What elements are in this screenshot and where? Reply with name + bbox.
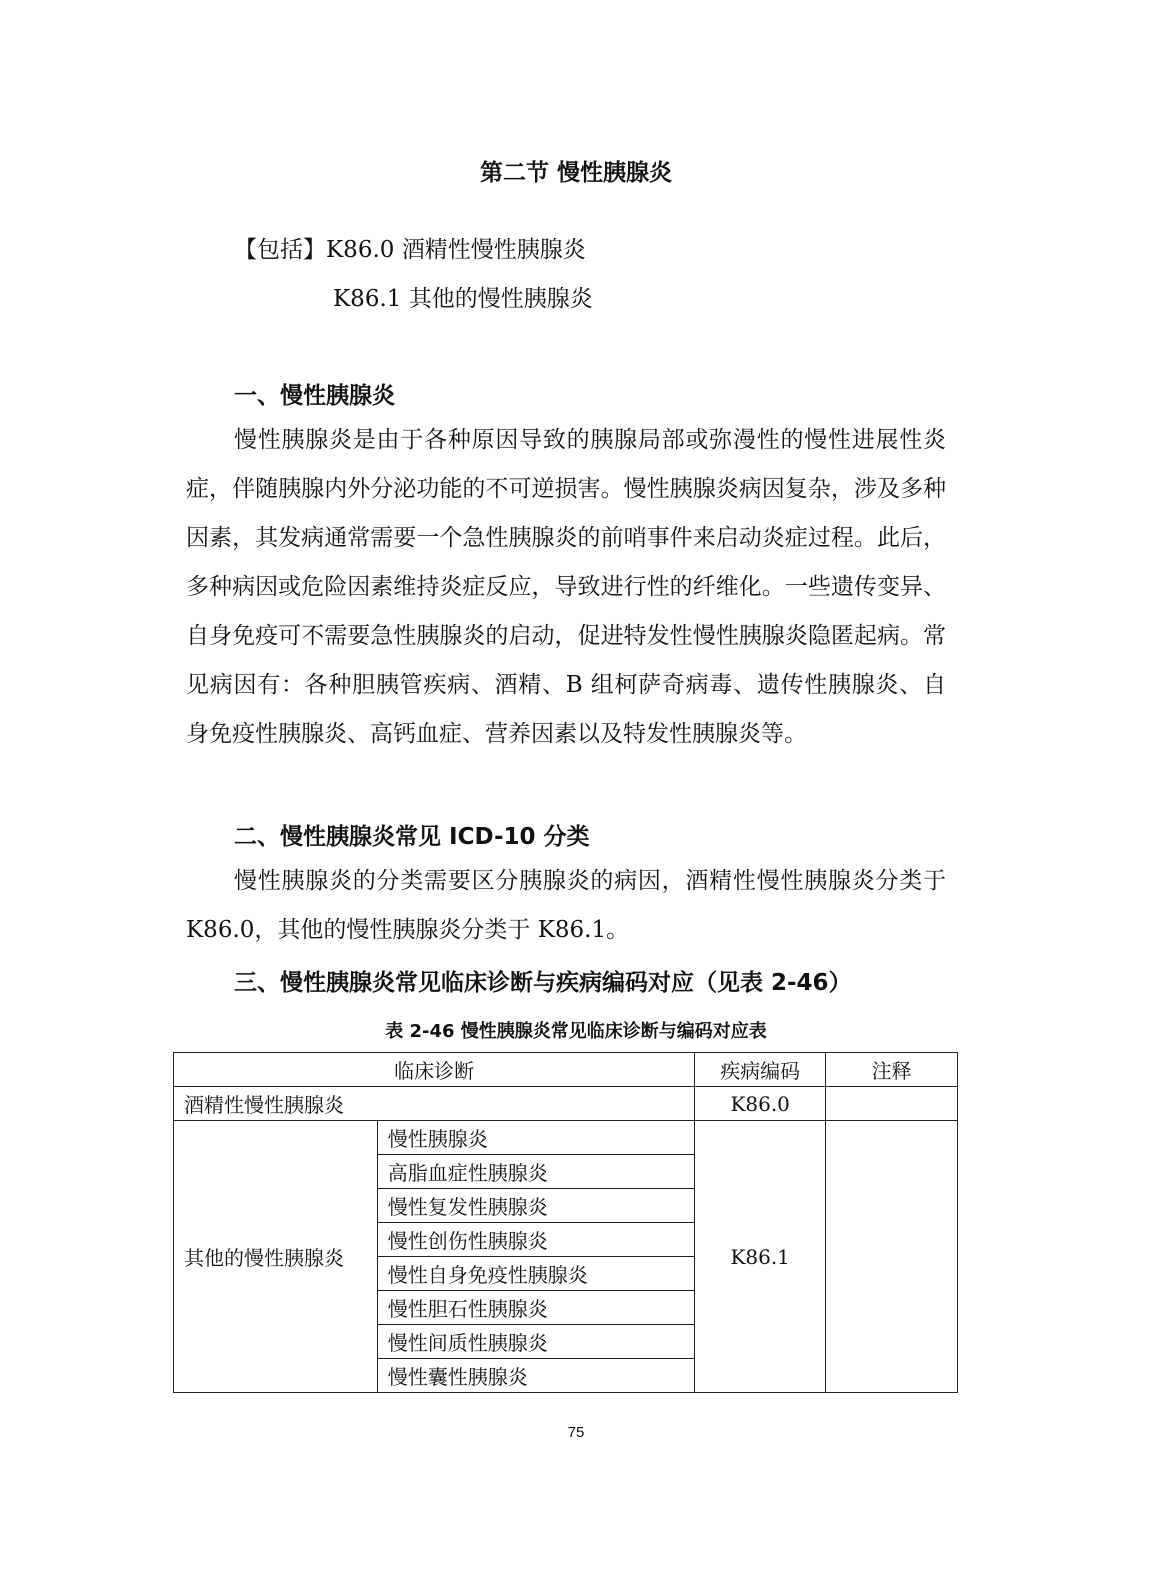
subtype-cell: 慢性胆石性胰腺炎 xyxy=(377,1291,695,1325)
heading-overview: 一、慢性胰腺炎 xyxy=(234,383,395,409)
page-number: 75 xyxy=(567,1424,585,1441)
diagnosis-code-table xyxy=(173,1052,958,1393)
heading-diagnosis-mapping: 三、慢性胰腺炎常见临床诊断与疾病编码对应（见表 2-46） xyxy=(234,970,852,996)
header-disease-code: 疾病编码 xyxy=(695,1053,826,1087)
group-code-cell: K86.1 xyxy=(695,1121,826,1393)
header-note: 注释 xyxy=(826,1053,958,1087)
table-caption: 表 2-46 慢性胰腺炎常见临床诊断与编码对应表 xyxy=(385,1021,767,1042)
group-diagnosis-cell: 其他的慢性胰腺炎 xyxy=(174,1121,378,1393)
diagnosis-cell: 酒精性慢性胰腺炎 xyxy=(174,1087,695,1121)
include-line-alcoholic: 【包括】K86.0 酒精性慢性胰腺炎 xyxy=(234,237,586,263)
include-line-other: K86.1 其他的慢性胰腺炎 xyxy=(333,286,593,312)
subtype-cell: 慢性间质性胰腺炎 xyxy=(377,1325,695,1359)
subtype-cell: 慢性囊性胰腺炎 xyxy=(377,1359,695,1393)
table-row xyxy=(174,1087,958,1121)
group-note-cell xyxy=(826,1121,958,1393)
code-cell: K86.0 xyxy=(695,1087,826,1121)
subtype-cell: 慢性胰腺炎 xyxy=(377,1121,695,1155)
paragraph-icd-classification: 慢性胰腺炎的分类需要区分胰腺炎的病因，酒精性慢性胰腺炎分类于 K86.0，其他的慢性胰腺炎分类于 K86.1。 xyxy=(186,868,946,943)
table-header-row xyxy=(174,1053,958,1087)
table-row xyxy=(174,1121,958,1155)
subtype-cell: 慢性创伤性胰腺炎 xyxy=(377,1223,695,1257)
section-title: 第二节 慢性胰腺炎 xyxy=(479,160,672,186)
heading-icd-classification: 二、慢性胰腺炎常见 ICD-10 分类 xyxy=(234,824,590,850)
note-cell xyxy=(826,1087,958,1121)
subtype-cell: 慢性复发性胰腺炎 xyxy=(377,1189,695,1223)
subtype-cell: 高脂血症性胰腺炎 xyxy=(377,1155,695,1189)
paragraph-overview: 慢性胰腺炎是由于各种原因导致的胰腺局部或弥漫性的慢性进展性炎症，伴随胰腺内外分泌功能的不可逆损害。慢性胰腺炎病因复杂，涉及多种因素，其发病通常需要一个急性胰腺炎的前哨事件来启动炎症过程。此后，多种病因或危险因素维持炎症反应，导致进行性的纤维化。一些遗传变异、自身免疫可不需要急性胰腺炎的启动，促进特发性慢性胰腺炎隐匿起病。常见病因有：各种胆胰管疾病、酒精、B 组柯萨奇病毒、遗传性胰腺炎、自身免疫性胰腺炎、高钙血症、营养因素以及特发性胰腺炎等。 xyxy=(186,427,946,747)
header-clinical-diagnosis: 临床诊断 xyxy=(174,1053,695,1087)
subtype-cell: 慢性自身免疫性胰腺炎 xyxy=(377,1257,695,1291)
